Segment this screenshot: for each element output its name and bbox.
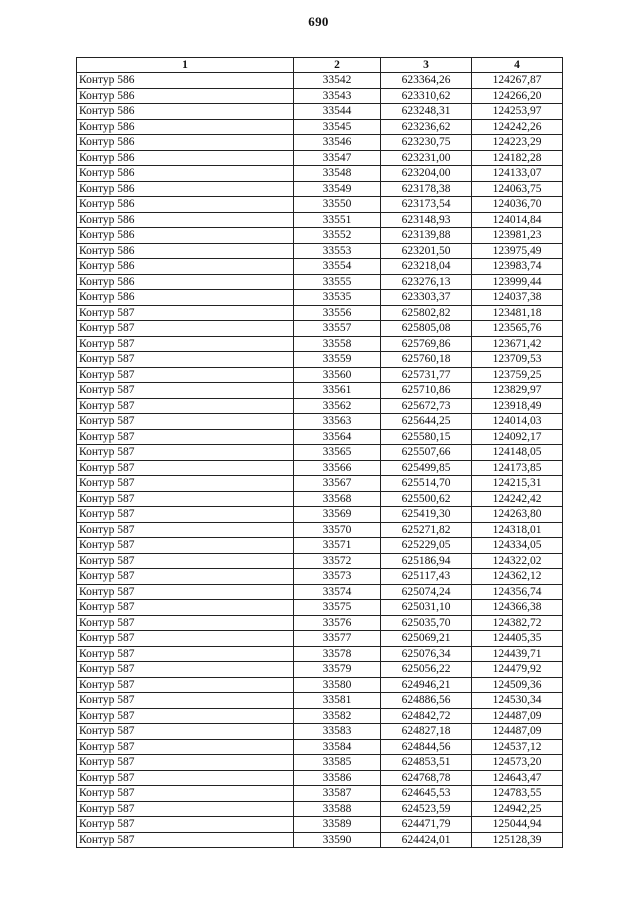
contour-name-cell: Контур 587 [77, 553, 294, 569]
point-number-cell: 33547 [294, 150, 381, 166]
table-row [77, 336, 563, 352]
coordinate-y-cell: 123983,74 [472, 259, 563, 275]
coordinate-y-cell: 125128,39 [472, 832, 563, 848]
contour-name-cell: Контур 586 [77, 104, 294, 120]
table-row [77, 414, 563, 430]
table-row [77, 305, 563, 321]
contour-name-cell: Контур 587 [77, 336, 294, 352]
coordinate-y-cell: 124334,05 [472, 538, 563, 554]
contour-name-cell: Контур 587 [77, 305, 294, 321]
table-row [77, 708, 563, 724]
coordinate-x-cell: 623248,31 [381, 104, 472, 120]
contour-name-cell: Контур 587 [77, 770, 294, 786]
coordinate-y-cell: 124366,38 [472, 600, 563, 616]
coordinate-x-cell: 625805,08 [381, 321, 472, 337]
contour-name-cell: Контур 587 [77, 538, 294, 554]
column-header-2: 2 [294, 58, 381, 73]
coordinate-y-cell: 123671,42 [472, 336, 563, 352]
coordinate-x-cell: 625580,15 [381, 429, 472, 445]
coordinate-y-cell: 124783,55 [472, 786, 563, 802]
contour-name-cell: Контур 587 [77, 600, 294, 616]
point-number-cell: 33567 [294, 476, 381, 492]
contour-name-cell: Контур 586 [77, 259, 294, 275]
point-number-cell: 33546 [294, 135, 381, 151]
table-row [77, 724, 563, 740]
table-row [77, 445, 563, 461]
coordinate-y-cell: 124267,87 [472, 73, 563, 89]
coordinate-x-cell: 623310,62 [381, 88, 472, 104]
table-row [77, 398, 563, 414]
page-number: 690 [308, 14, 329, 29]
contour-name-cell: Контур 587 [77, 429, 294, 445]
coordinate-x-cell: 624946,21 [381, 677, 472, 693]
coordinate-x-cell: 624471,79 [381, 817, 472, 833]
table-row [77, 522, 563, 538]
table-header-row [77, 58, 563, 73]
table-row [77, 352, 563, 368]
coordinate-x-cell: 623218,04 [381, 259, 472, 275]
point-number-cell: 33550 [294, 197, 381, 213]
table-row [77, 770, 563, 786]
coordinate-x-cell: 624424,01 [381, 832, 472, 848]
coordinate-x-cell: 625672,73 [381, 398, 472, 414]
coordinate-y-cell: 124133,07 [472, 166, 563, 182]
coordinate-y-cell: 124643,47 [472, 770, 563, 786]
contour-name-cell: Контур 587 [77, 414, 294, 430]
table-row [77, 801, 563, 817]
coordinate-y-cell: 124092,17 [472, 429, 563, 445]
point-number-cell: 33582 [294, 708, 381, 724]
coordinate-x-cell: 624853,51 [381, 755, 472, 771]
coordinate-y-cell: 124405,35 [472, 631, 563, 647]
coordinate-x-cell: 624886,56 [381, 693, 472, 709]
coordinate-x-cell: 625069,21 [381, 631, 472, 647]
coordinate-x-cell: 625507,66 [381, 445, 472, 461]
coordinate-y-cell: 123759,25 [472, 367, 563, 383]
coordinate-y-cell: 124148,05 [472, 445, 563, 461]
table-row [77, 817, 563, 833]
contour-name-cell: Контур 586 [77, 197, 294, 213]
table-row [77, 88, 563, 104]
coordinate-y-cell: 124356,74 [472, 584, 563, 600]
point-number-cell: 33558 [294, 336, 381, 352]
contour-name-cell: Контур 586 [77, 274, 294, 290]
coordinate-x-cell: 625074,24 [381, 584, 472, 600]
table-row [77, 507, 563, 523]
table-row [77, 786, 563, 802]
point-number-cell: 33556 [294, 305, 381, 321]
table-row [77, 135, 563, 151]
table-row [77, 212, 563, 228]
contour-name-cell: Контур 587 [77, 801, 294, 817]
table-row [77, 150, 563, 166]
contour-name-cell: Контур 586 [77, 290, 294, 306]
point-number-cell: 33563 [294, 414, 381, 430]
contour-name-cell: Контур 587 [77, 832, 294, 848]
coordinate-x-cell: 625056,22 [381, 662, 472, 678]
table-row [77, 274, 563, 290]
coordinate-y-cell: 124182,28 [472, 150, 563, 166]
point-number-cell: 33576 [294, 615, 381, 631]
coordinate-x-cell: 624842,72 [381, 708, 472, 724]
table-row [77, 755, 563, 771]
coordinate-y-cell: 124266,20 [472, 88, 563, 104]
coordinate-x-cell: 625031,10 [381, 600, 472, 616]
coordinate-x-cell: 623201,50 [381, 243, 472, 259]
contour-name-cell: Контур 587 [77, 522, 294, 538]
coordinate-x-cell: 623364,26 [381, 73, 472, 89]
table-row [77, 569, 563, 585]
coordinate-x-cell: 623178,38 [381, 181, 472, 197]
coordinate-y-cell: 124036,70 [472, 197, 563, 213]
coordinate-y-cell: 124530,34 [472, 693, 563, 709]
contour-name-cell: Контур 587 [77, 615, 294, 631]
coordinate-x-cell: 625514,70 [381, 476, 472, 492]
contour-name-cell: Контур 587 [77, 677, 294, 693]
table-row [77, 429, 563, 445]
contour-name-cell: Контур 587 [77, 631, 294, 647]
contour-name-cell: Контур 586 [77, 88, 294, 104]
coordinate-y-cell: 123565,76 [472, 321, 563, 337]
contour-name-cell: Контур 587 [77, 662, 294, 678]
table-row [77, 228, 563, 244]
point-number-cell: 33583 [294, 724, 381, 740]
table-row [77, 553, 563, 569]
contour-name-cell: Контур 586 [77, 119, 294, 135]
point-number-cell: 33588 [294, 801, 381, 817]
table-row [77, 600, 563, 616]
contour-name-cell: Контур 587 [77, 739, 294, 755]
coordinate-y-cell: 124487,09 [472, 724, 563, 740]
point-number-cell: 33551 [294, 212, 381, 228]
coordinate-x-cell: 623173,54 [381, 197, 472, 213]
contour-name-cell: Контур 587 [77, 383, 294, 399]
coordinate-y-cell: 123975,49 [472, 243, 563, 259]
coordinate-y-cell: 124509,36 [472, 677, 563, 693]
coordinate-x-cell: 625760,18 [381, 352, 472, 368]
contour-name-cell: Контур 586 [77, 73, 294, 89]
table-row [77, 73, 563, 89]
point-number-cell: 33581 [294, 693, 381, 709]
table-row [77, 584, 563, 600]
contour-name-cell: Контур 587 [77, 817, 294, 833]
point-number-cell: 33559 [294, 352, 381, 368]
table-body [77, 58, 563, 848]
coordinate-x-cell: 625271,82 [381, 522, 472, 538]
coordinate-x-cell: 625710,86 [381, 383, 472, 399]
coordinate-y-cell: 124942,25 [472, 801, 563, 817]
coordinate-y-cell: 124573,20 [472, 755, 563, 771]
point-number-cell: 33577 [294, 631, 381, 647]
point-number-cell: 33561 [294, 383, 381, 399]
table-row [77, 739, 563, 755]
coordinate-x-cell: 625731,77 [381, 367, 472, 383]
contour-name-cell: Контур 586 [77, 228, 294, 244]
coordinate-x-cell: 625769,86 [381, 336, 472, 352]
coordinate-y-cell: 124537,12 [472, 739, 563, 755]
coordinate-y-cell: 124318,01 [472, 522, 563, 538]
coordinate-y-cell: 124439,71 [472, 646, 563, 662]
coordinate-y-cell: 123481,18 [472, 305, 563, 321]
coordinate-y-cell: 124322,02 [472, 553, 563, 569]
point-number-cell: 33590 [294, 832, 381, 848]
coordinate-x-cell: 623236,62 [381, 119, 472, 135]
table-row [77, 181, 563, 197]
contour-name-cell: Контур 587 [77, 755, 294, 771]
point-number-cell: 33572 [294, 553, 381, 569]
coordinate-x-cell: 623139,88 [381, 228, 472, 244]
point-number-cell: 33542 [294, 73, 381, 89]
coordinate-x-cell: 624844,56 [381, 739, 472, 755]
coordinate-y-cell: 124479,92 [472, 662, 563, 678]
point-number-cell: 33564 [294, 429, 381, 445]
contour-name-cell: Контур 587 [77, 321, 294, 337]
coordinate-y-cell: 125044,94 [472, 817, 563, 833]
column-header-3: 3 [381, 58, 472, 73]
coordinate-x-cell: 625076,34 [381, 646, 472, 662]
coordinate-x-cell: 624523,59 [381, 801, 472, 817]
contour-name-cell: Контур 587 [77, 491, 294, 507]
coordinate-x-cell: 625500,62 [381, 491, 472, 507]
coordinate-y-cell: 123999,44 [472, 274, 563, 290]
contour-name-cell: Контур 587 [77, 646, 294, 662]
coordinate-y-cell: 124253,97 [472, 104, 563, 120]
table-row [77, 197, 563, 213]
contour-name-cell: Контур 587 [77, 352, 294, 368]
table-row [77, 615, 563, 631]
coordinate-x-cell: 624768,78 [381, 770, 472, 786]
point-number-cell: 33574 [294, 584, 381, 600]
point-number-cell: 33557 [294, 321, 381, 337]
coordinate-y-cell: 124487,09 [472, 708, 563, 724]
point-number-cell: 33587 [294, 786, 381, 802]
contour-name-cell: Контур 586 [77, 243, 294, 259]
point-number-cell: 33553 [294, 243, 381, 259]
table-row [77, 290, 563, 306]
coordinate-x-cell: 623148,93 [381, 212, 472, 228]
table-row [77, 476, 563, 492]
coordinate-y-cell: 124063,75 [472, 181, 563, 197]
contour-name-cell: Контур 587 [77, 445, 294, 461]
contour-name-cell: Контур 587 [77, 398, 294, 414]
point-number-cell: 33568 [294, 491, 381, 507]
table-row [77, 538, 563, 554]
column-header-1: 1 [77, 58, 294, 73]
coordinate-x-cell: 624827,18 [381, 724, 472, 740]
contour-name-cell: Контур 586 [77, 135, 294, 151]
contour-name-cell: Контур 587 [77, 507, 294, 523]
coordinate-x-cell: 623204,00 [381, 166, 472, 182]
contour-name-cell: Контур 586 [77, 166, 294, 182]
coordinate-y-cell: 124037,38 [472, 290, 563, 306]
table-row [77, 119, 563, 135]
point-number-cell: 33585 [294, 755, 381, 771]
coordinate-y-cell: 124242,26 [472, 119, 563, 135]
coordinate-x-cell: 625419,30 [381, 507, 472, 523]
contour-name-cell: Контур 587 [77, 584, 294, 600]
point-number-cell: 33586 [294, 770, 381, 786]
coordinate-y-cell: 124223,29 [472, 135, 563, 151]
coordinate-y-cell: 124263,80 [472, 507, 563, 523]
coordinate-y-cell: 123829,97 [472, 383, 563, 399]
point-number-cell: 33562 [294, 398, 381, 414]
coordinate-y-cell: 124242,42 [472, 491, 563, 507]
coordinate-x-cell: 623230,75 [381, 135, 472, 151]
table-row [77, 693, 563, 709]
point-number-cell: 33578 [294, 646, 381, 662]
point-number-cell: 33584 [294, 739, 381, 755]
point-number-cell: 33570 [294, 522, 381, 538]
coordinate-y-cell: 124173,85 [472, 460, 563, 476]
point-number-cell: 33579 [294, 662, 381, 678]
table-row [77, 321, 563, 337]
point-number-cell: 33535 [294, 290, 381, 306]
coordinate-x-cell: 625035,70 [381, 615, 472, 631]
contour-name-cell: Контур 587 [77, 724, 294, 740]
point-number-cell: 33580 [294, 677, 381, 693]
coordinate-x-cell: 624645,53 [381, 786, 472, 802]
coordinate-x-cell: 625229,05 [381, 538, 472, 554]
point-number-cell: 33545 [294, 119, 381, 135]
point-number-cell: 33555 [294, 274, 381, 290]
table-row [77, 677, 563, 693]
table-row [77, 662, 563, 678]
point-number-cell: 33569 [294, 507, 381, 523]
point-number-cell: 33552 [294, 228, 381, 244]
contour-name-cell: Контур 587 [77, 460, 294, 476]
coordinate-y-cell: 123981,23 [472, 228, 563, 244]
point-number-cell: 33560 [294, 367, 381, 383]
contour-name-cell: Контур 587 [77, 693, 294, 709]
table-row [77, 460, 563, 476]
contour-name-cell: Контур 587 [77, 569, 294, 585]
point-number-cell: 33544 [294, 104, 381, 120]
contour-name-cell: Контур 586 [77, 181, 294, 197]
coordinate-x-cell: 625186,94 [381, 553, 472, 569]
table-row [77, 243, 563, 259]
coordinate-x-cell: 623231,00 [381, 150, 472, 166]
coordinate-y-cell: 123918,49 [472, 398, 563, 414]
coordinate-x-cell: 625117,43 [381, 569, 472, 585]
column-header-4: 4 [472, 58, 563, 73]
point-number-cell: 33554 [294, 259, 381, 275]
table-row [77, 259, 563, 275]
table-row [77, 832, 563, 848]
coordinate-x-cell: 625644,25 [381, 414, 472, 430]
table-row [77, 491, 563, 507]
contour-name-cell: Контур 587 [77, 367, 294, 383]
table-row [77, 367, 563, 383]
coordinate-y-cell: 124382,72 [472, 615, 563, 631]
coordinate-x-cell: 623276,13 [381, 274, 472, 290]
table-row [77, 646, 563, 662]
table-row [77, 104, 563, 120]
table-row [77, 631, 563, 647]
coordinate-y-cell: 124362,12 [472, 569, 563, 585]
coordinate-y-cell: 124014,84 [472, 212, 563, 228]
contour-name-cell: Контур 586 [77, 212, 294, 228]
coordinate-x-cell: 625499,85 [381, 460, 472, 476]
table-row [77, 166, 563, 182]
coordinate-x-cell: 623303,37 [381, 290, 472, 306]
point-number-cell: 33549 [294, 181, 381, 197]
contour-name-cell: Контур 587 [77, 708, 294, 724]
point-number-cell: 33573 [294, 569, 381, 585]
contour-name-cell: Контур 587 [77, 786, 294, 802]
point-number-cell: 33548 [294, 166, 381, 182]
point-number-cell: 33571 [294, 538, 381, 554]
point-number-cell: 33575 [294, 600, 381, 616]
point-number-cell: 33566 [294, 460, 381, 476]
point-number-cell: 33589 [294, 817, 381, 833]
contour-name-cell: Контур 587 [77, 476, 294, 492]
point-number-cell: 33565 [294, 445, 381, 461]
contour-name-cell: Контур 586 [77, 150, 294, 166]
coordinate-y-cell: 124014,03 [472, 414, 563, 430]
coordinate-x-cell: 625802,82 [381, 305, 472, 321]
coordinate-y-cell: 123709,53 [472, 352, 563, 368]
coordinate-y-cell: 124215,31 [472, 476, 563, 492]
table-row [77, 383, 563, 399]
point-number-cell: 33543 [294, 88, 381, 104]
coordinates-table [76, 57, 563, 848]
